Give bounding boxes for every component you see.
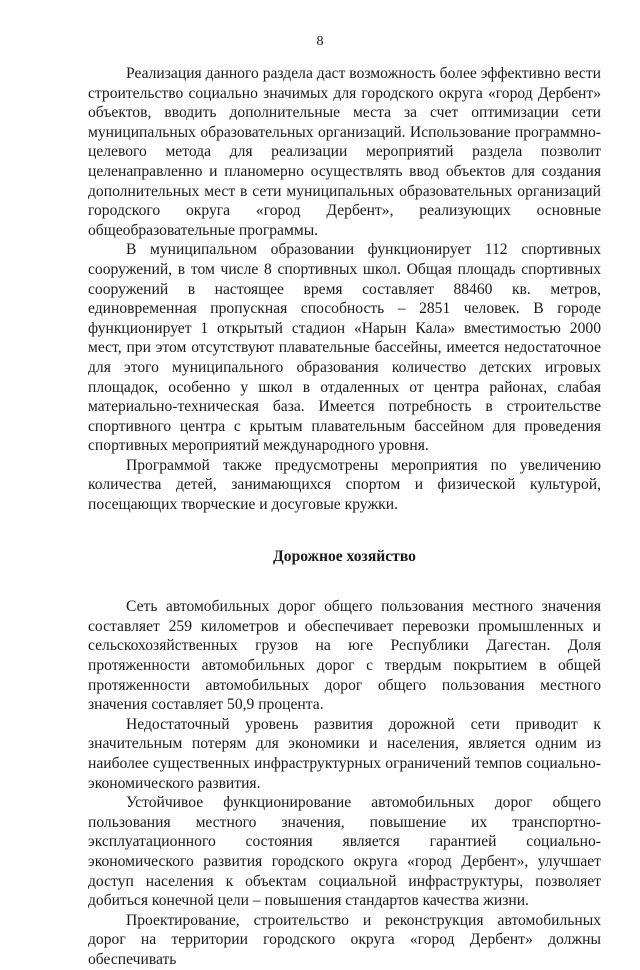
document-body [88, 64, 601, 970]
paragraph-sports-facilities: В муниципальном образовании функционирует 112 спортивных сооружений, в том числе 8 спортивных школ. Общая площадь спортивных сооружений в настоящее время составляет 88460 кв. метров, единовременная пропускная способность – 2851 человек. В городе функционирует 1 открытый стадион «Нарын Кала» вместимостью 2000 мест, при этом отсутствуют плавательные бассейны, имеется недостаточное для этого муниципального образования количество детских игровых площадок, особенно у школ в отдаленных от центра районах, слабая материально-техническая база. Имеется потребность в строительстве спортивного центра с крытым плавательным бассейном для проведения спортивных мероприятий международного уровня. [88, 241, 601, 455]
paragraph-education-construction: Реализация данного раздела даст возможность более эффективно вести строительство социально значимых для городского округа «город Дербент» объектов, вводить дополнительные места за счет оптимизации сети муниципальных образовательных организаций. Использование программно-целевого метода для реализации мероприятий раздела позволит целенаправленно и планомерно осуществлять ввод объектов для создания дополнительных мест в сети муниципальных образовательных организаций городского округа «город Дербент», реализующих основные общеобразовательные программы. [88, 65, 601, 239]
section-title-road-management: Дорожное хозяйство [273, 547, 416, 565]
paragraph-road-functioning: Устойчивое функционирование автомобильных дорог общего пользования местного значения, повышение их транспортно-эксплуатационного состояния является гарантией социально-экономического развития городского округа «город Дербент», улучшает доступ населения к объектам социальной инфраструктуры, позволяет добиться конечной цели – повышения стандартов качества жизни. [88, 794, 601, 910]
paragraph-road-network: Сеть автомобильных дорог общего пользования местного значения составляет 259 километров и обеспечивает перевозки промышленных и сельскохозяйственных грузов на юге Республики Дагестан. Доля протяженности автомобильных дорог с твердым покрытием в общей протяженности автомобильных дорог общего пользования местного значения составляет 50,9 процента. [88, 598, 601, 714]
paragraph-road-design: Проектирование, строительство и реконструкция автомобильных дорог на территории городского округа «город Дербент» должны обеспечивать [88, 911, 601, 968]
page-number: 8 [316, 34, 324, 49]
paragraph-road-development-level: Недостаточный уровень развития дорожной сети приводит к значительным потерям для экономики и населения, является одним из наиболее существенных инфраструктурных ограничений темпов социально-экономического развития. [88, 715, 601, 792]
paragraph-children-activities: Программой также предусмотрены мероприятия по увеличению количества детей, занимающихся спортом и физической культурой, посещающих творческие и досуговые кружки. [88, 456, 601, 514]
